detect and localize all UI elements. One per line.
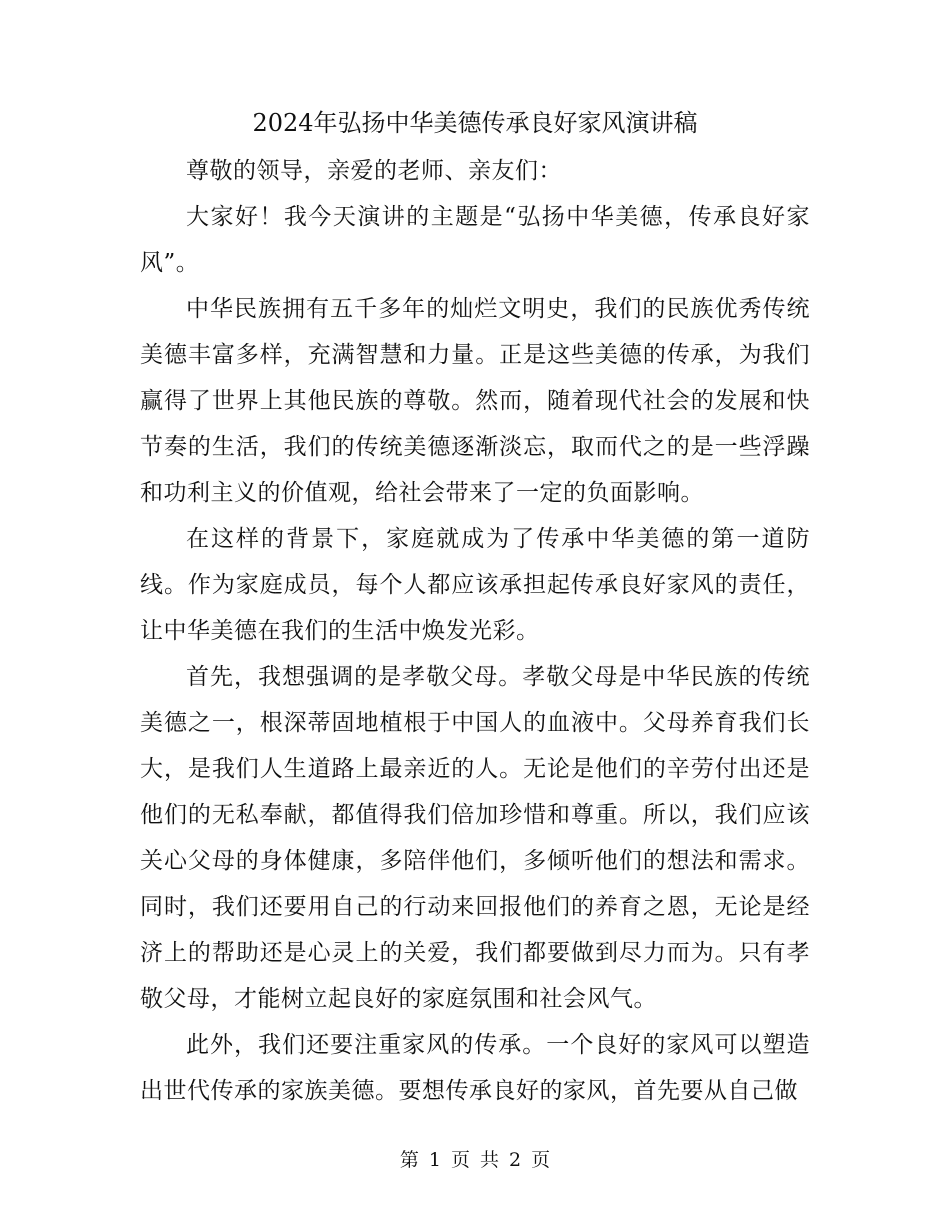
document-body	[140, 148, 810, 1114]
paragraph-civilization: 中华民族拥有五千多年的灿烂文明史，我们的民族优秀传统美德丰富多样，充满智慧和力量。正是这些美德的传承，为我们赢得了世界上其他民族的尊敬。然而，随着现代社会的发展和快节奏的生活，我们的传统美德逐渐淡忘，取而代之的是一些浮躁和功利主义的价值观，给社会带来了一定的负面影响。	[140, 296, 810, 506]
paragraph-filial-piety: 首先，我想强调的是孝敬父母。孝敬父母是中华民族的传统美德之一，根深蒂固地植根于中国人的血液中。父母养育我们长大，是我们人生道路上最亲近的人。无论是他们的辛劳付出还是他们的无私奉献，都值得我们倍加珍惜和尊重。所以，我们应该关心父母的身体健康，多陪伴他们，多倾听他们的想法和需求。同时，我们还要用自己的行动来回报他们的养育之恩，无论是经济上的帮助还是心灵上的关爱，我们都要做到尽力而为。只有孝敬父母，才能树立起良好的家庭氛围和社会风气。	[140, 664, 810, 1012]
paragraph-family-defense: 在这样的背景下，家庭就成为了传承中华美德的第一道防线。作为家庭成员，每个人都应该承担起传承良好家风的责任，让中华美德在我们的生活中焕发光彩。	[140, 526, 810, 644]
page-number-footer: 第 1 页 共 2 页	[399, 1149, 551, 1171]
paragraph-family-tradition: 此外，我们还要注重家风的传承。一个良好的家风可以塑造出世代传承的家族美德。要想传承良好的家风，首先要从自己做	[140, 1032, 810, 1104]
document-title: 2024年弘扬中华美德传承良好家风演讲稿	[252, 109, 698, 137]
paragraph-greeting: 大家好！我今天演讲的主题是“弘扬中华美德，传承良好家风”。	[140, 204, 810, 276]
paragraph-salutation: 尊敬的领导，亲爱的老师、亲友们：	[186, 158, 562, 184]
